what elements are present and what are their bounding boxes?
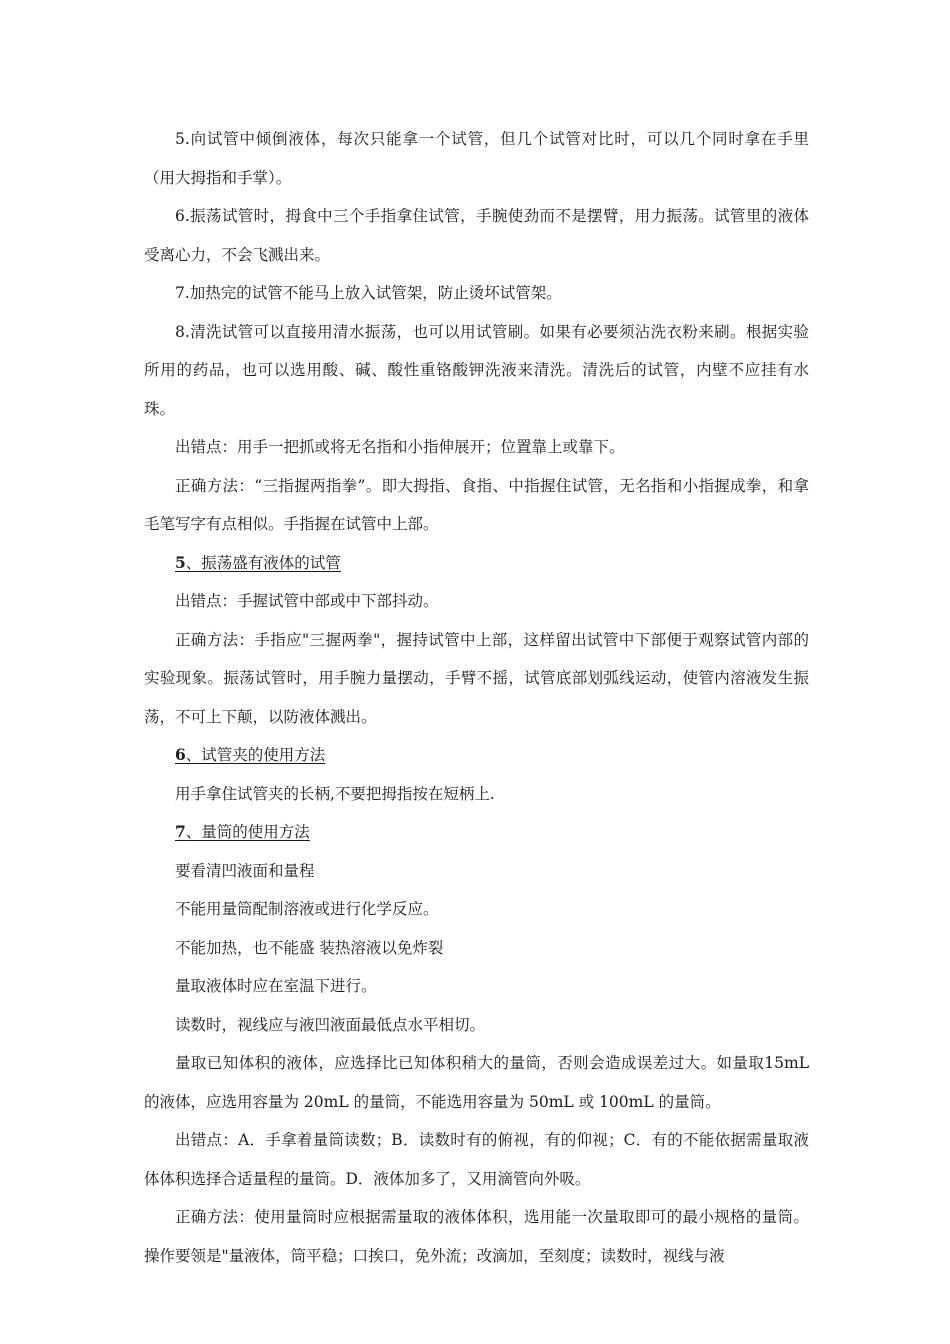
paragraph-11: 不能用量筒配制溶液或进行化学反应。	[175, 900, 439, 918]
section-number: 5	[175, 552, 186, 572]
section-heading-5	[144, 544, 809, 583]
paragraph-8: 正确方法：手指应"三握两拳"，握持试管中上部，这样留出试管中下部便于观察试管内部的实验现象。振荡试管时，用手腕力量摆动，手臂不摇，试管底部划弧线运动，使管内溶液发生振荡，不可上下颠，以防液体溅出。	[144, 630, 809, 726]
paragraph-17: 正确方法：使用量筒时应根据需量取的液体体积，选用能一次量取即可的最小规格的量筒。操作要领是"量液体，筒平稳；口挨口，免外流；改滴加，至刻度；读数时，视线与液	[144, 1208, 809, 1265]
paragraph-6: 正确方法：“三指握两指拳”。即大拇指、食指、中指握住试管，无名指和小指握成拳，和拿毛笔写字有点相似。手指握在试管中上部。	[144, 476, 809, 533]
paragraph-14: 读数时，视线应与液凹液面最低点水平相切。	[175, 1015, 486, 1034]
paragraph-3: 7.加热完的试管不能马上放入试管架，防止烫坏试管架。	[175, 284, 562, 302]
section-title: 、量筒的使用方法	[185, 823, 310, 841]
section-title: 、振荡盛有液体的试管	[185, 553, 341, 572]
section-heading-6	[144, 736, 809, 775]
document-page	[144, 120, 809, 1275]
paragraph-5: 出错点：用手一把抓或将无名指和小指伸展开；位置靠上或靠下。	[175, 438, 625, 456]
paragraph-2: 6.振荡试管时，拇食中三个手指拿住试管，手腕使劲而不是摆臂，用力振荡。试管里的液体受离心力，不会飞溅出来。	[144, 207, 809, 264]
section-title: 、试管夹的使用方法	[185, 746, 326, 764]
paragraph-15: 量取已知体积的液体，应选择比已知体积稍大的量筒，否则会造成误差过大。如量取15mL 的液体，应选用容量为 20mL 的量筒，不能选用容量为 50mL 或 100mL 的量筒。	[144, 1054, 809, 1111]
paragraph-16: 出错点：A．手拿着量筒读数；B．读数时有的俯视，有的仰视；C．有的不能依据需量取液体体积选择合适量程的量筒。D．液体加多了，又用滴管向外吸。	[144, 1131, 809, 1188]
paragraph-10: 要看清凹液面和量程	[175, 861, 315, 880]
paragraph-1: 5.向试管中倾倒液体，每次只能拿一个试管，但几个试管对比时，可以几个同时拿在手里（用大拇指和手掌）。	[144, 130, 809, 187]
paragraph-9: 用手拿住试管夹的长柄,不要把拇指按在短柄上.	[175, 784, 495, 803]
paragraph-7: 出错点：手握试管中部或中下部抖动。	[175, 592, 439, 610]
paragraph-12: 不能加热，也不能盛 装热溶液以免炸裂	[175, 938, 444, 957]
section-number: 7	[175, 822, 186, 841]
section-heading-7	[144, 813, 809, 852]
section-number: 6	[175, 745, 186, 764]
paragraph-4: 8.清洗试管可以直接用清水振荡，也可以用试管刷。如果有必要须沾洗衣粉来刷。根据实验所用的药品，也可以选用酸、碱、酸性重铬酸钾洗液来清洗。清洗后的试管，内壁不应挂有水珠。	[144, 322, 809, 418]
paragraph-13: 量取液体时应在室温下进行。	[175, 977, 377, 995]
